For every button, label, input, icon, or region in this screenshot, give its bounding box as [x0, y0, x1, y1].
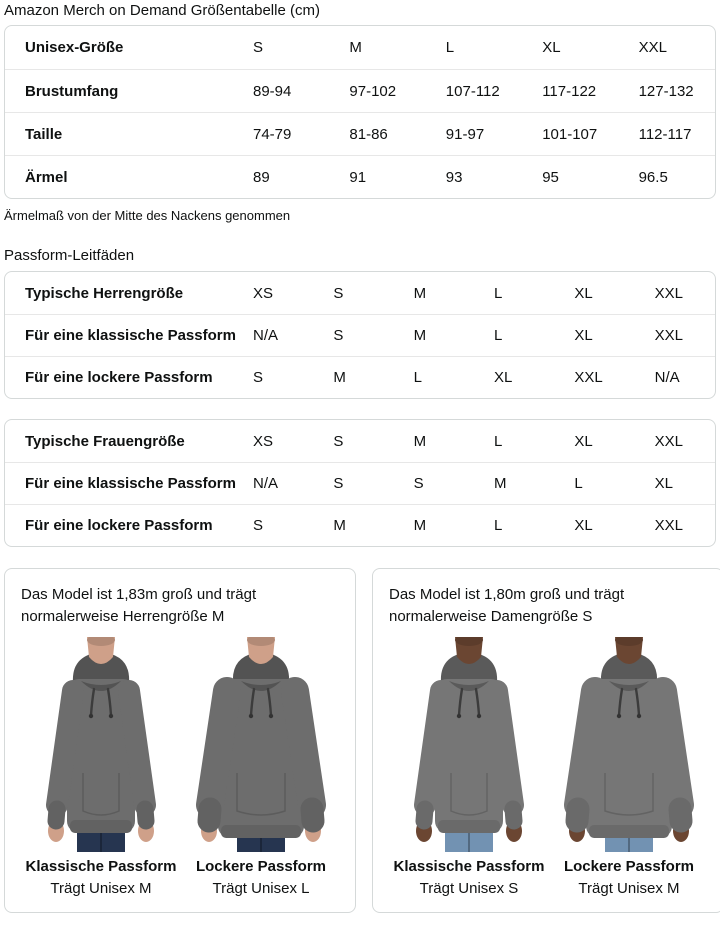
size-value: M — [413, 284, 427, 302]
size-value: S — [333, 284, 344, 302]
fit-caption: Klassische Passform — [25, 858, 177, 875]
size-value: S — [253, 369, 264, 386]
mens-fit-guide-table — [4, 271, 716, 399]
hoodie-model-photo — [21, 637, 181, 852]
table-row-loose-fit — [5, 504, 715, 546]
sleeve-measurement-note: Ärmelmaß von der Mitte des Nackens genommen — [4, 208, 291, 223]
hoodie-model-photo — [549, 637, 709, 852]
measurement-value: 95 — [542, 168, 559, 186]
model-figures — [21, 637, 341, 897]
measurement-value: 96.5 — [638, 168, 668, 186]
size-value: M — [333, 517, 346, 534]
size-value: L — [494, 517, 503, 534]
size-value: M — [413, 327, 427, 344]
measurement-value: 91-97 — [445, 125, 485, 143]
size-column-header: XXL — [638, 39, 667, 56]
size-value: L — [574, 475, 583, 492]
measurement-value: 101-107 — [542, 125, 598, 143]
model-description: Das Model ist 1,83m groß und trägt normalerweise Herrengröße M — [21, 586, 257, 625]
size-value: XL — [574, 517, 593, 534]
fit-guides-heading: Passform-Leitfäden — [4, 247, 135, 264]
size-value: L — [494, 432, 503, 450]
size-worn-caption: Trägt Unisex M — [578, 880, 680, 897]
page-title: Amazon Merch on Demand Größentabelle (cm) — [4, 2, 320, 19]
size-value: L — [494, 284, 503, 302]
size-value: S — [333, 432, 344, 450]
size-value: N/A — [654, 369, 680, 386]
size-column-header: L — [445, 39, 455, 56]
size-value: XL — [574, 284, 593, 302]
measurement-value: 91 — [349, 168, 367, 186]
size-value: XXL — [574, 369, 603, 386]
table-row-classic-fit — [5, 314, 715, 356]
row-label: Taille — [25, 125, 63, 143]
size-value: XXL — [654, 327, 684, 344]
size-column-header: M — [349, 39, 362, 56]
size-value: XL — [574, 432, 593, 450]
size-value: N/A — [253, 327, 279, 344]
row-label: Ärmel — [25, 168, 68, 186]
size-value: XL — [654, 475, 674, 492]
fit-caption: Lockere Passform — [195, 858, 327, 875]
fit-caption: Klassische Passform — [393, 858, 545, 875]
size-column-header: S — [253, 39, 264, 56]
row-label: Unisex-Größe — [25, 39, 124, 56]
size-worn-caption: Trägt Unisex S — [419, 880, 519, 897]
unisex-size-table — [4, 25, 716, 199]
mens-model-card — [4, 568, 356, 913]
size-value: M — [413, 432, 427, 450]
measurement-value: 117-122 — [542, 82, 597, 100]
table-row-sleeve — [5, 155, 715, 198]
row-label: Typische Frauengröße — [25, 432, 185, 450]
hoodie-model-photo — [181, 637, 341, 852]
table-row-loose-fit — [5, 356, 715, 398]
table-row-classic-fit — [5, 462, 715, 504]
size-value: M — [494, 475, 507, 492]
size-value: S — [253, 517, 264, 534]
size-worn-caption: Trägt Unisex M — [50, 880, 152, 897]
size-value: XS — [253, 284, 274, 302]
measurement-value: 89-94 — [253, 82, 292, 100]
row-label: Für eine klassische Passform — [25, 475, 236, 492]
size-worn-caption: Trägt Unisex L — [212, 880, 310, 897]
measurement-value: 112-117 — [638, 125, 692, 143]
model-figure-loose — [181, 637, 341, 897]
table-header-row — [5, 26, 715, 69]
measurement-value: 89 — [253, 168, 270, 186]
size-value: XXL — [654, 517, 684, 534]
size-value: S — [333, 327, 344, 344]
measurement-value: 81-86 — [349, 125, 388, 143]
measurement-value: 93 — [445, 168, 463, 186]
size-value: XXL — [654, 284, 684, 302]
measurement-value: 127-132 — [638, 82, 694, 100]
row-label: Für eine lockere Passform — [25, 369, 213, 386]
womens-fit-guide-table — [4, 419, 716, 547]
size-value: L — [413, 369, 422, 386]
size-column-header: XL — [542, 39, 561, 56]
row-label: Brustumfang — [25, 82, 119, 100]
model-figure-loose — [549, 637, 709, 897]
table-row-typical-mens-size — [5, 272, 715, 314]
size-value: XL — [494, 369, 513, 386]
measurement-value: 97-102 — [349, 82, 397, 100]
size-value: S — [413, 475, 424, 492]
size-value: M — [413, 517, 427, 534]
fit-caption: Lockere Passform — [563, 858, 695, 875]
measurement-value: 107-112 — [445, 82, 500, 100]
size-value: XXL — [654, 432, 684, 450]
model-cards — [4, 568, 716, 913]
hoodie-model-photo — [389, 637, 549, 852]
model-figure-classic — [21, 637, 181, 897]
size-value: L — [494, 327, 503, 344]
size-value: N/A — [253, 475, 279, 492]
model-figures — [389, 637, 709, 897]
row-label: Typische Herrengröße — [25, 284, 184, 302]
table-row-waist — [5, 112, 715, 155]
womens-model-card — [372, 568, 720, 913]
table-row-chest — [5, 69, 715, 112]
row-label: Für eine klassische Passform — [25, 327, 236, 344]
size-value: XS — [253, 432, 274, 450]
size-value: S — [333, 475, 344, 492]
row-label: Für eine lockere Passform — [25, 517, 213, 534]
model-description: Das Model ist 1,80m groß und trägt normalerweise Damengröße S — [389, 586, 625, 625]
model-figure-classic — [389, 637, 549, 897]
table-row-typical-womens-size — [5, 420, 715, 462]
measurement-value: 74-79 — [253, 125, 292, 143]
size-value: M — [333, 369, 346, 386]
size-value: XL — [574, 327, 593, 344]
